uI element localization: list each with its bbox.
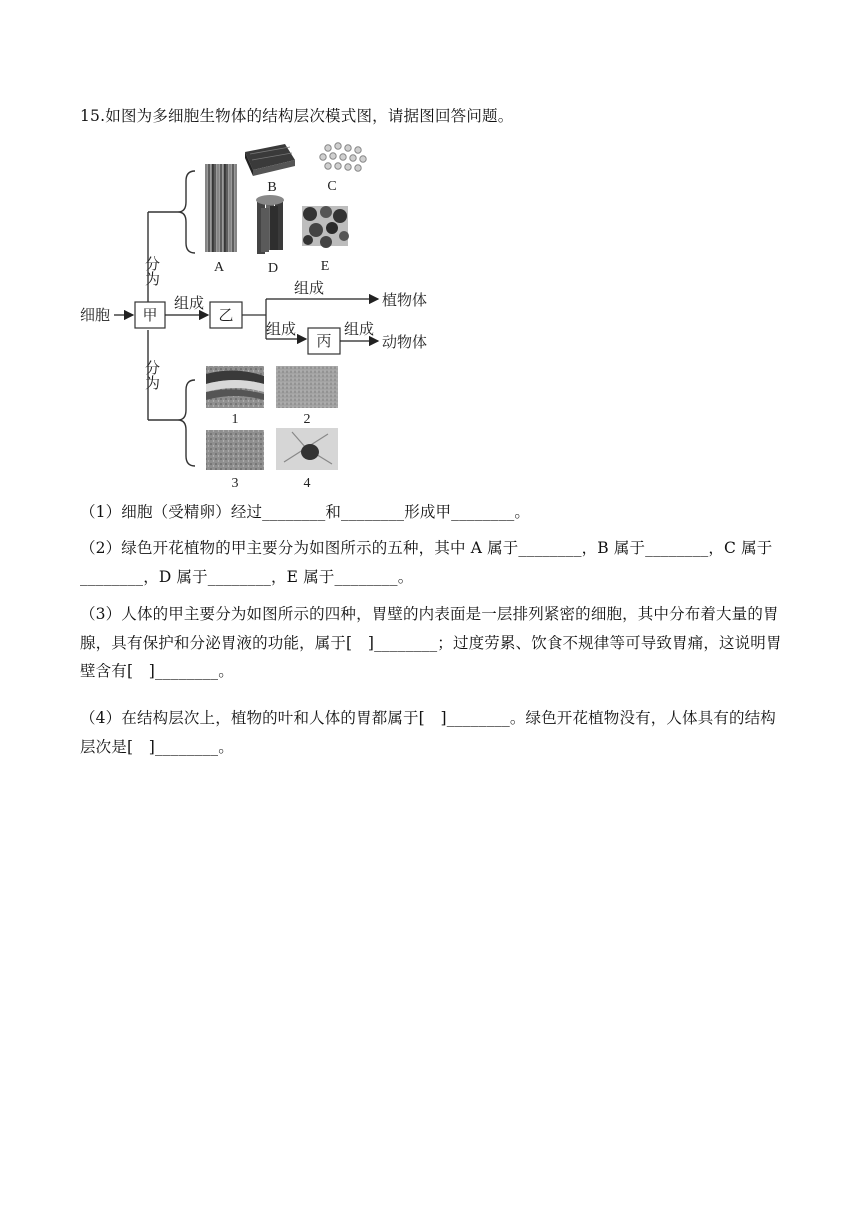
animal-label-4: 4: [303, 476, 311, 490]
sub-question-1: （1）细胞（受精卵）经过________和________形成甲________。: [80, 503, 531, 521]
plant-tissue-E-image: [302, 206, 349, 248]
yi-label: 乙: [218, 306, 234, 324]
sub-question-2: （2）绿色开花植物的甲主要分为如图所示的五种，其中 A 属于________，B 属于________，C 属于________，D 属于________，E 属于________。: [80, 539, 773, 586]
plant-label-C: C: [327, 179, 337, 194]
plant-tissue-D-image: [256, 195, 284, 254]
plant-label-B: B: [267, 180, 277, 195]
question-title: 15.如图为多细胞生物体的结构层次模式图，请据图回答问题。: [80, 107, 514, 125]
plant-label-D: D: [267, 261, 279, 276]
plant-tissue-A-image: [205, 164, 237, 252]
animal-body-label: 动物体: [382, 333, 428, 351]
animal-tissue-4-image: [276, 428, 338, 470]
plant-label-E: E: [320, 259, 330, 274]
plant-label-A: A: [213, 260, 225, 275]
plant-body-label: 植物体: [382, 291, 428, 309]
zucheng-label-4: 组成: [344, 320, 375, 338]
bing-label: 丙: [316, 332, 332, 350]
animal-label-2: 2: [303, 412, 311, 427]
upper-brace: [178, 171, 195, 253]
zucheng-label-2: 组成: [294, 279, 325, 297]
zucheng-label-3: 组成: [266, 320, 297, 338]
sub-question-4: （4）在结构层次上，植物的叶和人体的胃都属于[ ]________。绿色开花植物没有，人体具有的结构层次是[ ]________。: [80, 709, 776, 756]
fenwei-top-label: 分为: [143, 256, 161, 286]
plant-tissue-B-image: [245, 144, 295, 176]
fenwei-bottom-label: 分为: [143, 360, 161, 390]
plant-tissue-C-image: [320, 143, 366, 171]
cell-label: 细胞: [80, 306, 111, 324]
animal-tissue-2-image: [276, 366, 338, 408]
jia-label: 甲: [142, 306, 158, 324]
animal-label-1: 1: [231, 412, 239, 427]
animal-label-3: 3: [231, 476, 239, 490]
zucheng-label-1: 组成: [174, 294, 205, 312]
sub-question-3: （3）人体的甲主要分为如图所示的四种，胃壁的内表面是一层排列紧密的细胞，其中分布着大量的胃腺，具有保护和分泌胃液的功能，属于[ ]________；过度劳累、饮食不规律等可导致胃痛，这说明胃壁含有[ ]________。: [80, 605, 782, 680]
structure-level-diagram: [70, 138, 450, 490]
lower-brace: [178, 380, 195, 466]
animal-tissue-3-image: [206, 430, 264, 470]
animal-tissue-1-image: [206, 366, 264, 408]
